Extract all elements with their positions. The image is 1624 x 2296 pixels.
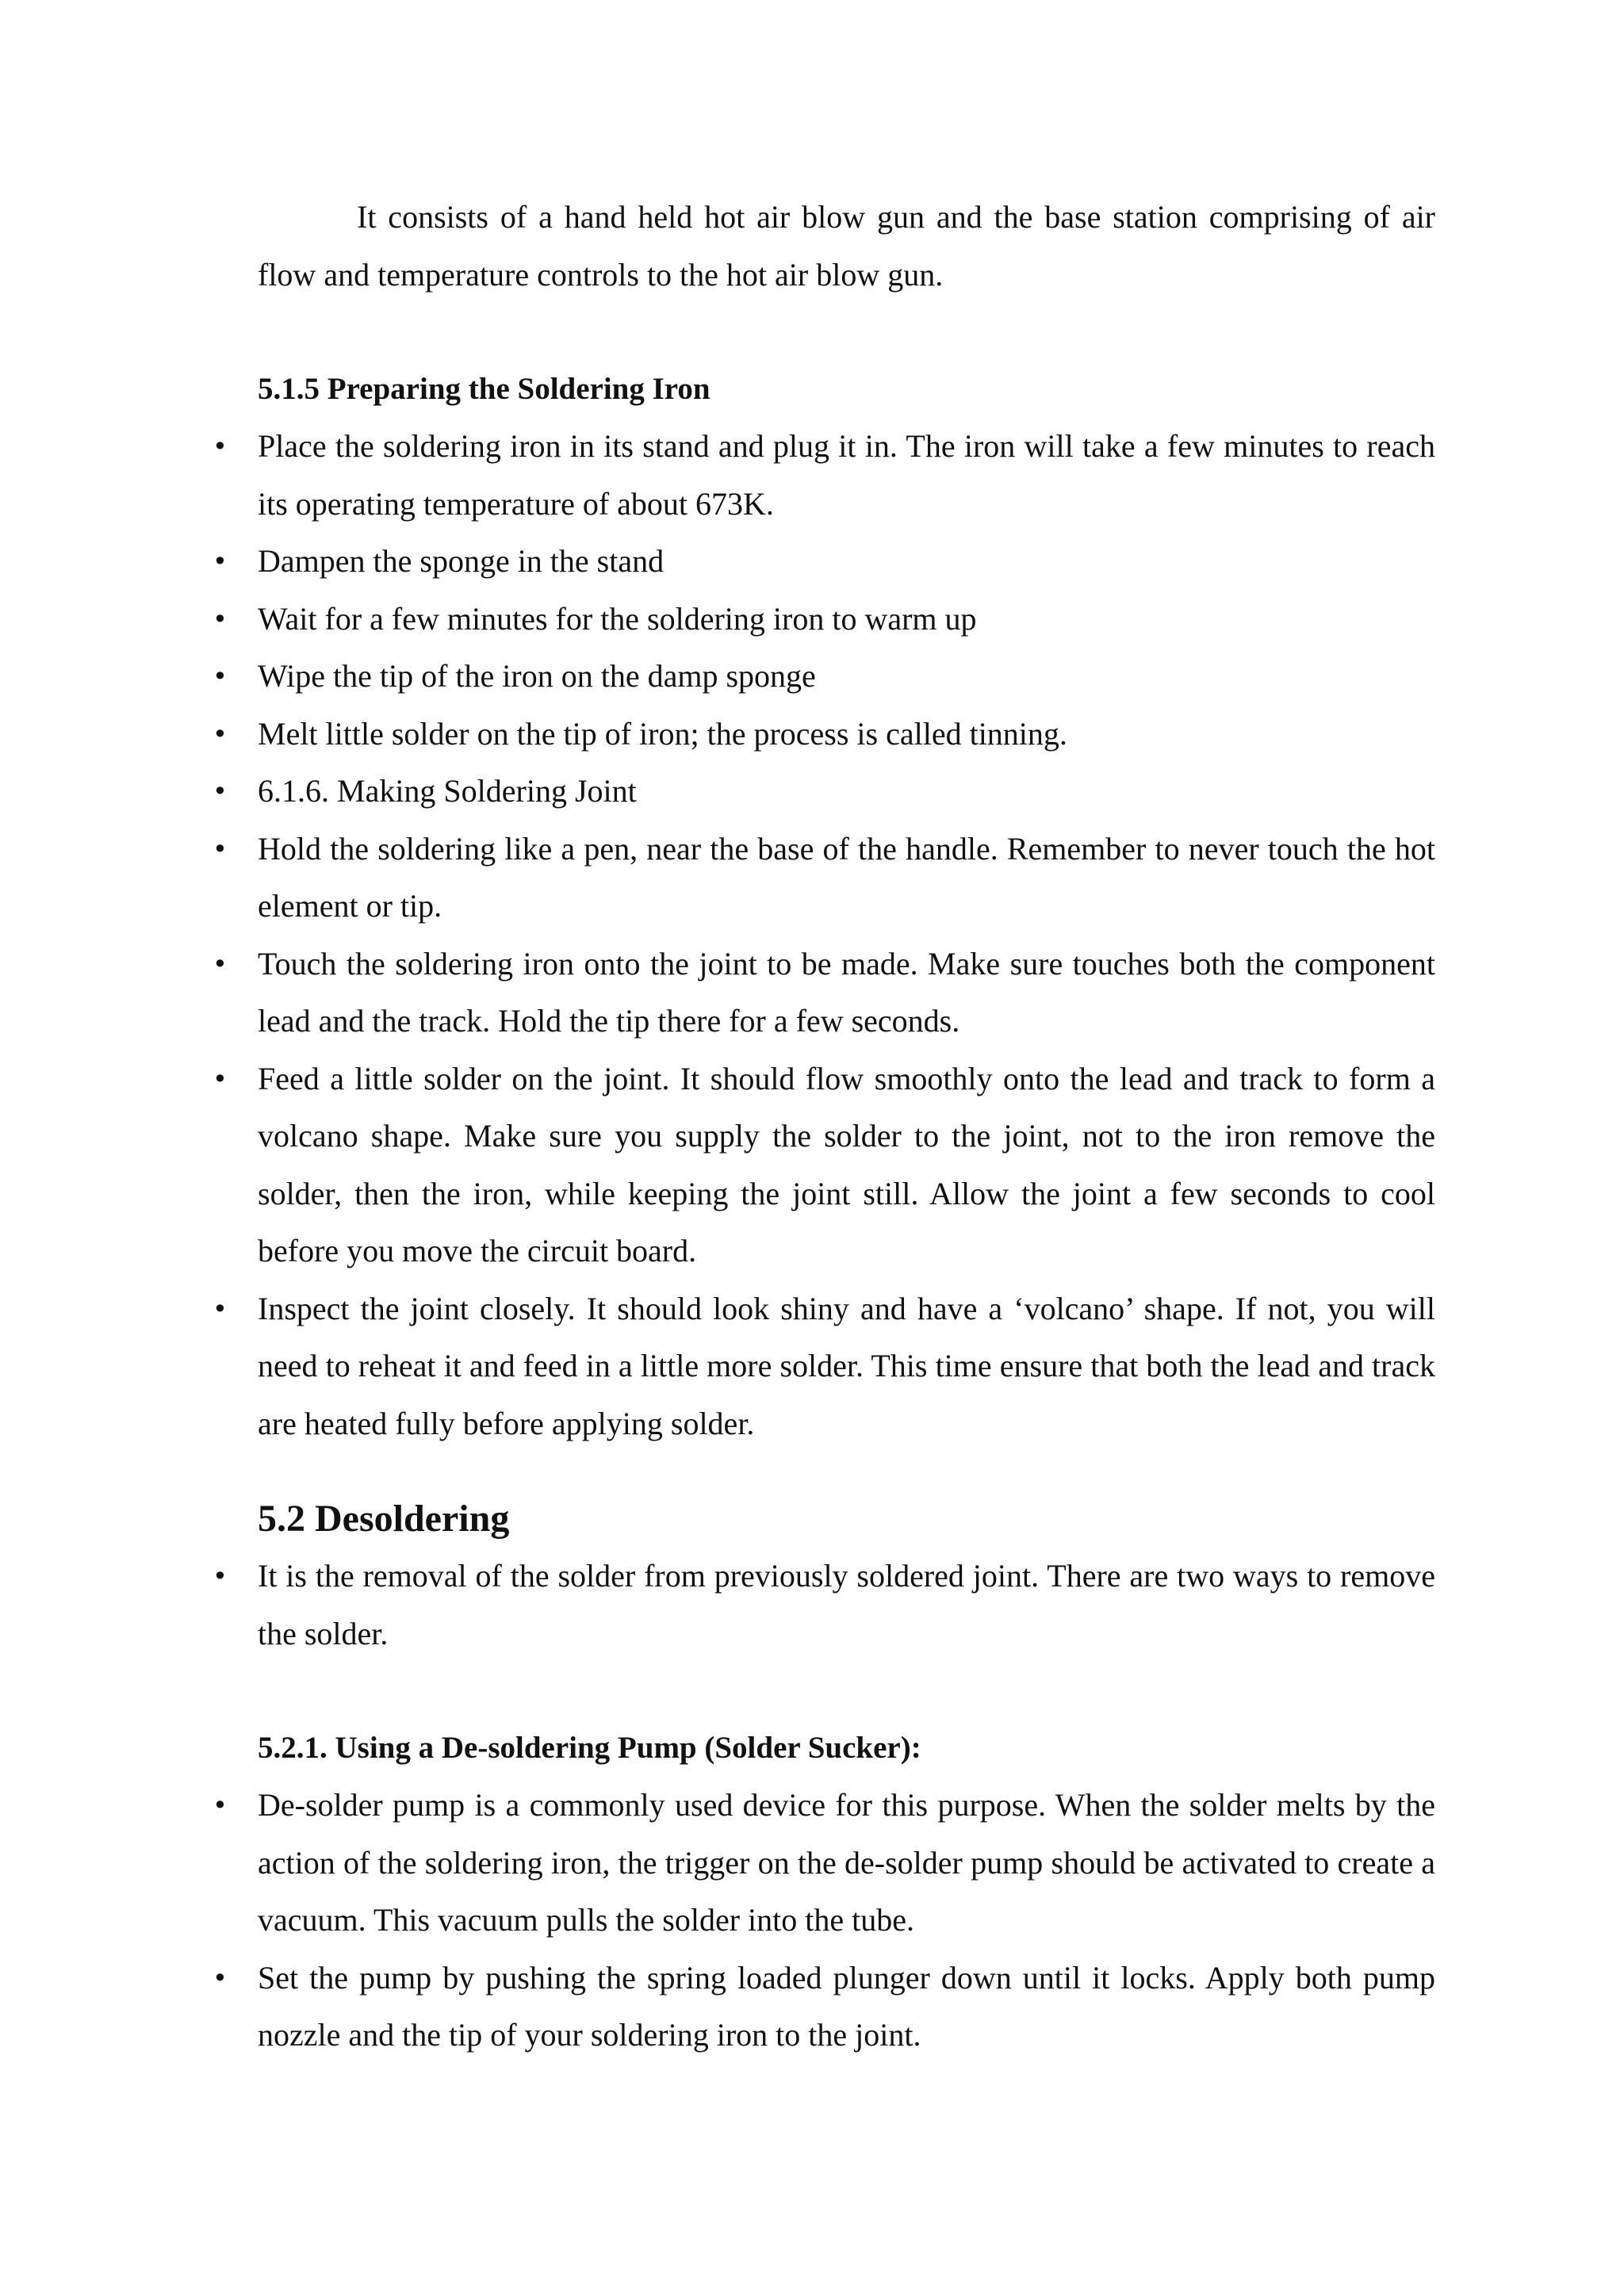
- bullet-icon: •: [213, 948, 228, 979]
- bullet-icon: •: [213, 1962, 228, 1993]
- list-item: [213, 1280, 1435, 1453]
- list-item-text: Feed a little solder on the joint. It should flow smoothly onto the lead and track to form a volcano shape. Make sure you supply the solder to the joint, not to the iron remove the solder, then the iron, while keeping the joint still. Allow the joint a few seconds to cool before you move the circuit board.: [258, 1060, 1435, 1269]
- list-item: [213, 1050, 1435, 1280]
- bullet-icon: •: [213, 661, 228, 691]
- list-item-text: Hold the soldering like a pen, near the base of the handle. Remember to never touch the hot element or tip.: [258, 830, 1435, 924]
- list-item-text: Touch the soldering iron onto the joint to be made. Make sure touches both the component lead and the track. Hold the tip there for a few seconds.: [258, 945, 1435, 1039]
- intro-paragraph: It consists of a hand held hot air blow gun and the base station comprising of air flow and temperature controls to the hot air blow gun.: [258, 199, 1435, 293]
- bullet-icon: •: [213, 776, 228, 806]
- section-515-list: [213, 418, 1435, 1452]
- list-item-text: De-solder pump is a commonly used device for this purpose. When the solder melts by the action of the soldering iron, the trigger on the de-solder pump should be activated to create a vacuum. This vacuum pulls the solder into the tube.: [258, 1787, 1435, 1938]
- list-item: [213, 591, 1435, 649]
- list-item: [213, 1548, 1435, 1663]
- list-item: [213, 648, 1435, 706]
- document-page: [213, 189, 1435, 2064]
- section-52-heading: 5.2 Desoldering: [258, 1498, 510, 1540]
- list-item-text: 6.1.6. Making Soldering Joint: [258, 773, 637, 809]
- list-item: [213, 706, 1435, 763]
- list-item-text: Wait for a few minutes for the soldering iron to warm up: [258, 600, 977, 637]
- spacer: [258, 1663, 1435, 1720]
- list-item-text: Set the pump by pushing the spring loaded plunger down until it locks. Apply both pump nozzle and the tip of your soldering iron to the joint.: [258, 1959, 1435, 2053]
- bullet-icon: •: [213, 1063, 228, 1094]
- bullet-icon: •: [213, 718, 228, 749]
- section-515-heading: 5.1.5 Preparing the Soldering Iron: [258, 372, 710, 406]
- section-521-list: [213, 1777, 1435, 2064]
- bullet-icon: •: [213, 1561, 228, 1591]
- list-item-text: Inspect the joint closely. It should look shiny and have a ‘volcano’ shape. If not, you will need to reheat it and feed in a little more solder. This time ensure that both the lead and track are heated fully before applying solder.: [258, 1290, 1435, 1441]
- bullet-icon: •: [213, 833, 228, 864]
- list-item: [213, 533, 1435, 591]
- list-item: [213, 1950, 1435, 2064]
- list-item-text: Place the soldering iron in its stand and plug it in. The iron will take a few minutes to reach its operating temperature of about 673K.: [258, 428, 1435, 522]
- bullet-icon: •: [213, 1790, 228, 1820]
- list-item: [213, 418, 1435, 533]
- bullet-icon: •: [213, 546, 228, 576]
- bullet-icon: •: [213, 431, 228, 461]
- list-item-text: Melt little solder on the tip of iron; the process is called tinning.: [258, 715, 1067, 752]
- list-item: [213, 936, 1435, 1050]
- list-item: [213, 763, 1435, 821]
- list-item-text: Wipe the tip of the iron on the damp sponge: [258, 658, 816, 694]
- bullet-icon: •: [213, 1293, 228, 1324]
- spacer: [258, 1452, 1435, 1490]
- list-item-text: Dampen the sponge in the stand: [258, 543, 665, 579]
- list-item: [213, 821, 1435, 936]
- section-52-list: [213, 1548, 1435, 1663]
- spacer: [258, 304, 1435, 361]
- list-item: [213, 1777, 1435, 1950]
- section-521-heading: 5.2.1. Using a De-soldering Pump (Solder Sucker):: [258, 1731, 921, 1765]
- list-item-text: It is the removal of the solder from previously soldered joint. There are two ways to remove the solder.: [258, 1558, 1435, 1651]
- bullet-icon: •: [213, 603, 228, 634]
